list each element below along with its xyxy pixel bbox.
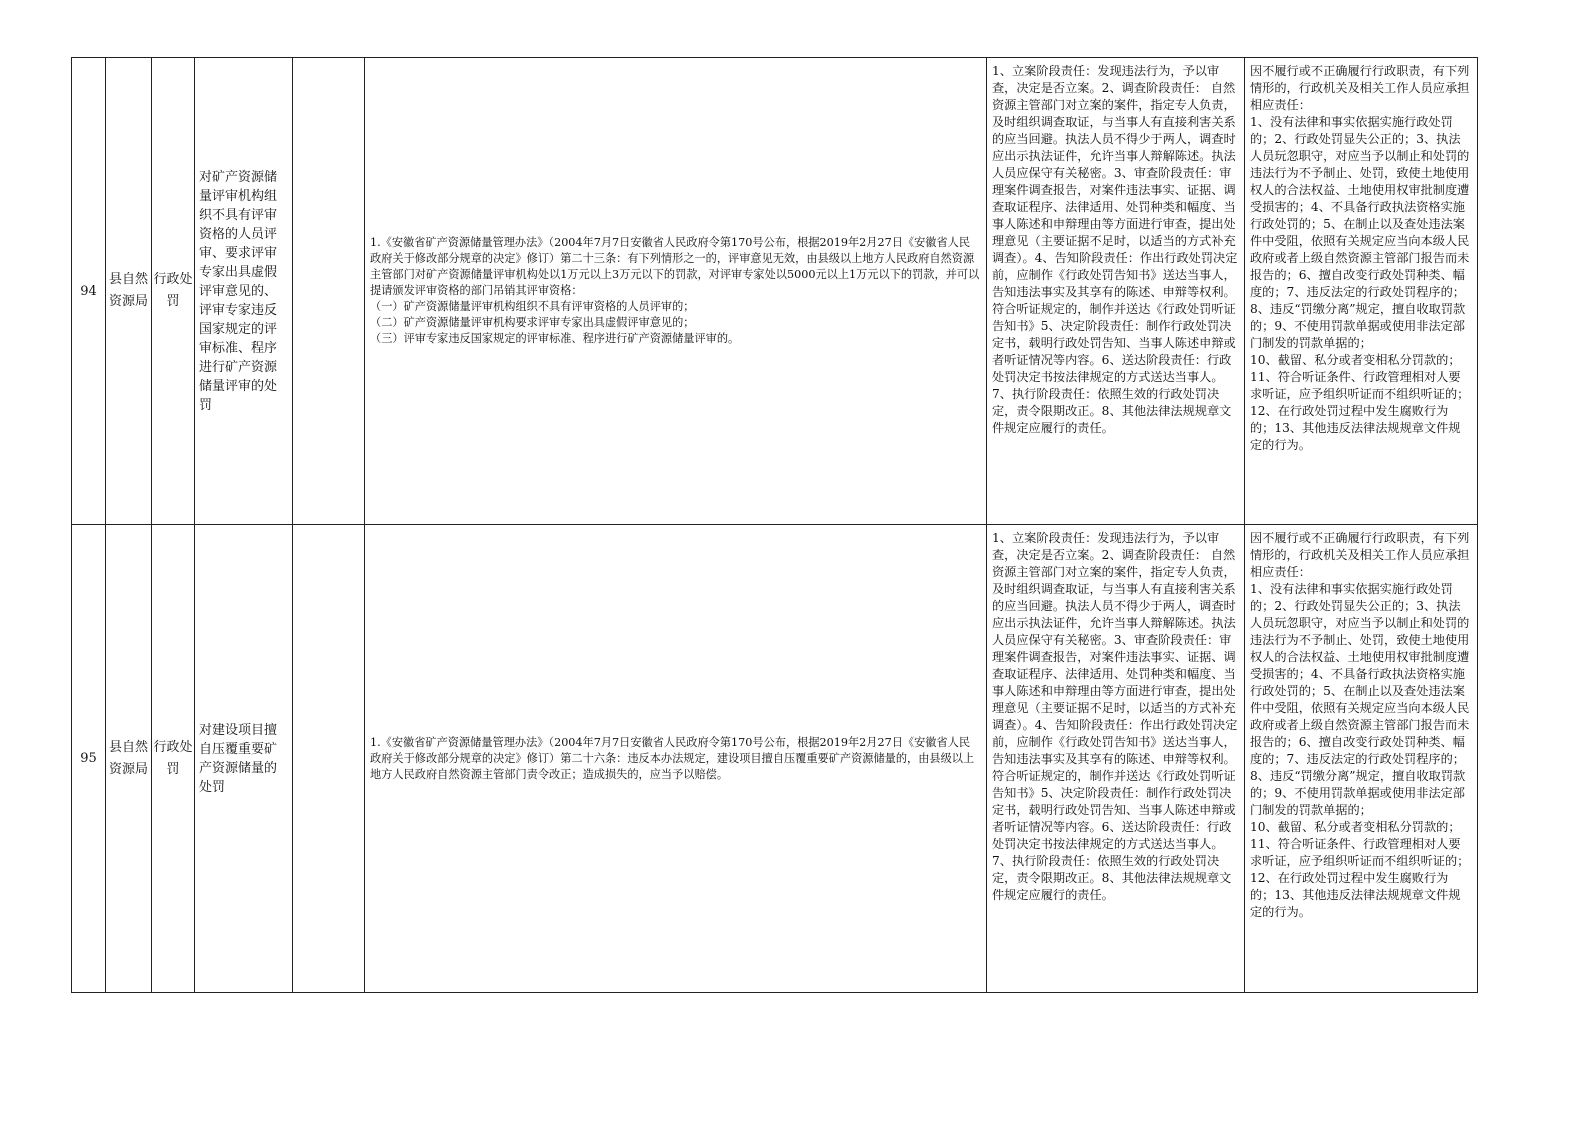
table-row	[72, 58, 1478, 525]
legal-basis-cell: 1.《安徽省矿产资源储量管理办法》（2004年7月7日安徽省人民政府令第170号公布，根据2019年2月27日《安徽省人民政府关于修改部分规章的决定》修订）第二十六条：违反本办法规定，建设项目擅自压覆重要矿产资源储量的，由县级以上地方人民政府自然资源主管部门责令改正；造成损失的，应当予以赔偿。	[365, 525, 987, 993]
power-item-cell: 对矿产资源储量评审机构组织不具有评审资格的人员评审、要求评审专家出具虚假评审意见的、评审专家违反国家规定的评审标准、程序进行矿产资源储量评审的处罚	[195, 58, 293, 525]
power-item-cell: 对建设项目擅自压覆重要矿产资源储量的处罚	[195, 525, 293, 993]
accountability-cell: 因不履行或不正确履行行政职责，有下列情形的，行政机关及相关工作人员应承担相应责任： 1、没有法律和事实依据实施行政处罚的；2、行政处罚显失公正的；3、执法人员玩忽职守，对应当予以制止和处罚的违法行为不予制止、处罚，致使土地使用权人的合法权益、土地使用权审批制度遭受损害的；4、不具备行政执法资格实施行政处罚的；5、在制止以及查处违法案件中受阻，依照有关规定应当向本级人民政府或者上级自然资源主管部门报告而未报告的；6、擅自改变行政处罚种类、幅度的；7、违反法定的行政处罚程序的；8、违反“罚缴分离”规定，擅自收取罚款的；9、不使用罚款单据或使用非法定部门制发的罚款单据的； 10、截留、私分或者变相私分罚款的；11、符合听证条件、行政管理相对人要求听证，应予组织听证而不组织听证的；12、在行政处罚过程中发生腐败行为的；13、其他违反法律法规规章文件规定的行为。	[1245, 58, 1478, 525]
responsibility-cell: 1、立案阶段责任：发现违法行为，予以审查，决定是否立案。2、调查阶段责任： 自然资源主管部门对立案的案件，指定专人负责，及时组织调查取证，与当事人有直接利害关系的应当回避。执法人员不得少于两人，调查时应出示执法证件，允许当事人辩解陈述。执法人员应保守有关秘密。3、审查阶段责任：审理案件调查报告，对案件违法事实、证据、调查取证程序、法律适用、处罚种类和幅度、当事人陈述和申辩理由等方面进行审查，提出处理意见（主要证据不足时，以适当的方式补充调查）。4、告知阶段责任：作出行政处罚决定前，应制作《行政处罚告知书》送达当事人，告知违法事实及其享有的陈述、申辩等权利。符合听证规定的，制作并送达《行政处罚听证告知书》5、决定阶段责任：制作行政处罚决定书，载明行政处罚告知、当事人陈述申辩或者听证情况等内容。6、送达阶段责任：行政处罚决定书按法律规定的方式送达当事人。7、执行阶段责任：依照生效的行政处罚决定，责令限期改正。8、其他法律法规规章文件规定应履行的责任。	[987, 525, 1245, 993]
responsibility-cell: 1、立案阶段责任：发现违法行为，予以审查，决定是否立案。2、调查阶段责任： 自然资源主管部门对立案的案件，指定专人负责，及时组织调查取证，与当事人有直接利害关系的应当回避。执法人员不得少于两人，调查时应出示执法证件，允许当事人辩解陈述。执法人员应保守有关秘密。3、审查阶段责任：审理案件调查报告，对案件违法事实、证据、调查取证程序、法律适用、处罚种类和幅度、当事人陈述和申辩理由等方面进行审查，提出处理意见（主要证据不足时，以适当的方式补充调查）。4、告知阶段责任：作出行政处罚决定前，应制作《行政处罚告知书》送达当事人，告知违法事实及其享有的陈述、申辩等权利。符合听证规定的，制作并送达《行政处罚听证告知书》5、决定阶段责任：制作行政处罚决定书，载明行政处罚告知、当事人陈述申辩或者听证情况等内容。6、送达阶段责任：行政处罚决定书按法律规定的方式送达当事人。7、执行阶段责任：依照生效的行政处罚决定，责令限期改正。8、其他法律法规规章文件规定应履行的责任。	[987, 58, 1245, 525]
power-type-cell: 行政处罚	[152, 525, 195, 993]
department-cell: 县自然资源局	[106, 58, 152, 525]
table-row	[72, 525, 1478, 993]
sub-item-cell	[293, 58, 365, 525]
power-list-table	[71, 57, 1478, 993]
row-number: 95	[72, 525, 106, 993]
row-number: 94	[72, 58, 106, 525]
legal-basis-cell: 1.《安徽省矿产资源储量管理办法》（2004年7月7日安徽省人民政府令第170号公布，根据2019年2月27日《安徽省人民政府关于修改部分规章的决定》修订）第二十三条：有下列情形之一的，评审意见无效，由县级以上地方人民政府自然资源主管部门对矿产资源储量评审机构处以1万元以上3万元以下的罚款，对评审专家处以5000元以上1万元以下的罚款，并可以提请颁发评审资格的部门吊销其评审资格： （一）矿产资源储量评审机构组织不具有评审资格的人员评审的； （二）矿产资源储量评审机构要求评审专家出具虚假评审意见的； （三）评审专家违反国家规定的评审标准、程序进行矿产资源储量评审的。	[365, 58, 987, 525]
sub-item-cell	[293, 525, 365, 993]
department-cell: 县自然资源局	[106, 525, 152, 993]
accountability-cell: 因不履行或不正确履行行政职责，有下列情形的，行政机关及相关工作人员应承担相应责任： 1、没有法律和事实依据实施行政处罚的；2、行政处罚显失公正的；3、执法人员玩忽职守，对应当予以制止和处罚的违法行为不予制止、处罚，致使土地使用权人的合法权益、土地使用权审批制度遭受损害的；4、不具备行政执法资格实施行政处罚的；5、在制止以及查处违法案件中受阻，依照有关规定应当向本级人民政府或者上级自然资源主管部门报告而未报告的；6、擅自改变行政处罚种类、幅度的；7、违反法定的行政处罚程序的；8、违反“罚缴分离”规定，擅自收取罚款的；9、不使用罚款单据或使用非法定部门制发的罚款单据的； 10、截留、私分或者变相私分罚款的；11、符合听证条件、行政管理相对人要求听证，应予组织听证而不组织听证的；12、在行政处罚过程中发生腐败行为的；13、其他违反法律法规规章文件规定的行为。	[1245, 525, 1478, 993]
power-type-cell: 行政处罚	[152, 58, 195, 525]
